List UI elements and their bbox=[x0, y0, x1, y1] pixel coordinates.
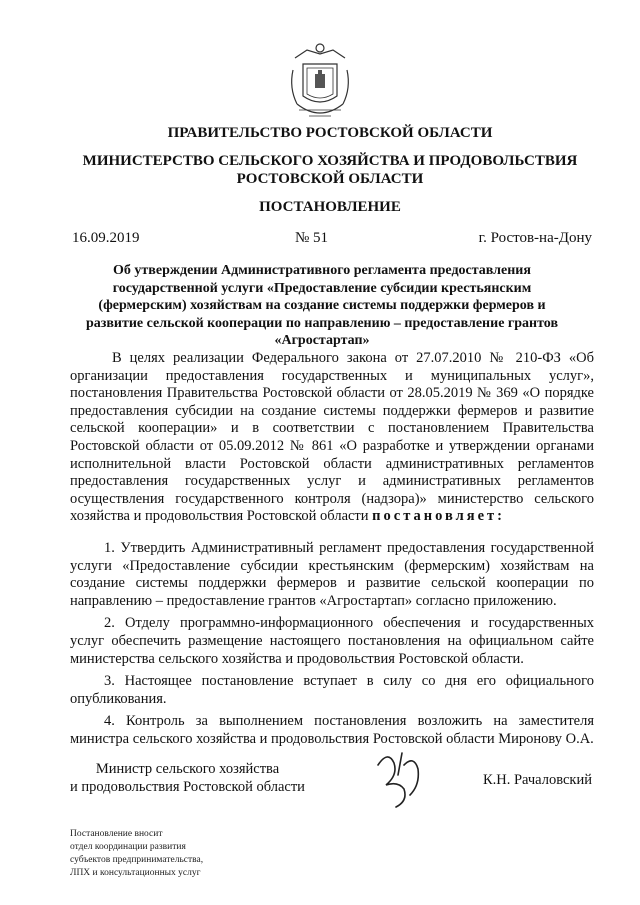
title-line: развитие сельской кооперации по направлению – предоставление грантов bbox=[85, 315, 559, 331]
title-line: (фермерским) хозяйствам на создание системы поддержки фермеров и bbox=[98, 298, 546, 313]
note-line: ЛПХ и консультационных услуг bbox=[70, 868, 201, 878]
signatory-role-line2: и продовольствия Ростовской области bbox=[70, 779, 305, 795]
ministry-heading bbox=[60, 152, 600, 188]
document-type-heading: ПОСТАНОВЛЕНИЕ bbox=[259, 199, 401, 215]
decree-item: 4. Контроль за выполнением постановления возложить на заместителя министра сельского хозяйства и продовольствия Ростовской области Миронову О.А. bbox=[70, 713, 594, 747]
signatory-name: К.Н. Рачаловский bbox=[482, 772, 592, 788]
document-title bbox=[80, 262, 564, 350]
decree-word: постановляет: bbox=[372, 508, 506, 525]
ministry-heading-line2: РОСТОВСКОЙ ОБЛАСТИ bbox=[236, 171, 424, 187]
decree-item: 2. Отделу программно-информационного обеспечения и государственных услуг обеспечить размещение настоящего постановления на официальном сайте министерства сельского хозяйства и продовольствия Ростовской области. bbox=[70, 615, 594, 667]
coat-of-arms-emblem bbox=[285, 40, 355, 130]
decree-items bbox=[70, 540, 594, 754]
submission-note bbox=[70, 828, 203, 880]
note-line: отдел координации развития bbox=[70, 842, 186, 852]
handwritten-signature bbox=[368, 745, 428, 815]
government-heading: ПРАВИТЕЛЬСТВО РОСТОВСКОЙ ОБЛАСТИ bbox=[167, 125, 493, 141]
ministry-heading-line1: МИНИСТЕРСТВО СЕЛЬСКОГО ХОЗЯЙСТВА И ПРОДОВОЛЬСТВИЯ bbox=[82, 153, 578, 169]
title-line: Об утверждении Административного регламента предоставления bbox=[113, 263, 531, 278]
note-line: субъектов предпринимательства, bbox=[70, 855, 204, 865]
title-line: «Агростартап» bbox=[274, 333, 370, 348]
decree-item: 1. Утвердить Административный регламент предоставления государственной услуги «Предоставление субсидии крестьянским (фермерским) хозяйствам на создание системы поддержки фермеров и развитие сельской кооперации по направлению – предоставление грантов «Агростартап» согласно приложению. bbox=[70, 540, 594, 609]
document-date: 16.09.2019 bbox=[72, 230, 140, 246]
title-line: государственной услуги «Предоставление субсидии крестьянским bbox=[112, 280, 532, 296]
signatory-role-line1: Министр сельского хозяйства bbox=[95, 761, 280, 777]
intro-text: В целях реализации Федерального закона от 27.07.2010 № 210-ФЗ «Об организации предоставления государственных и муниципальных услуг», постановления Правительства Ростовской области от 28.05.2019 № 369 «О порядке предоставления субсидии на создание системы поддержки фермеров и развитие сельской кооперации» и в соответствии с постановлением Правительства Ростовской области от 05.09.2012 № 861 «О разработке и утверждении органами исполнительной власти Ростовской области административных регламентов предоставления государственных услуг и административных регламентов осуществления государственного контроля (надзора)» министерство сельского хозяйства и продовольствия Ростовской области bbox=[70, 350, 594, 525]
decree-item: 3. Настоящее постановление вступает в силу со дня его официального опубликования. bbox=[70, 673, 594, 707]
document-city: г. Ростов-на-Дону bbox=[478, 230, 592, 246]
signatory-role bbox=[70, 760, 305, 796]
note-line: Постановление вносит bbox=[70, 829, 163, 839]
document-number: № 51 bbox=[295, 230, 329, 246]
intro-paragraph bbox=[70, 350, 594, 526]
